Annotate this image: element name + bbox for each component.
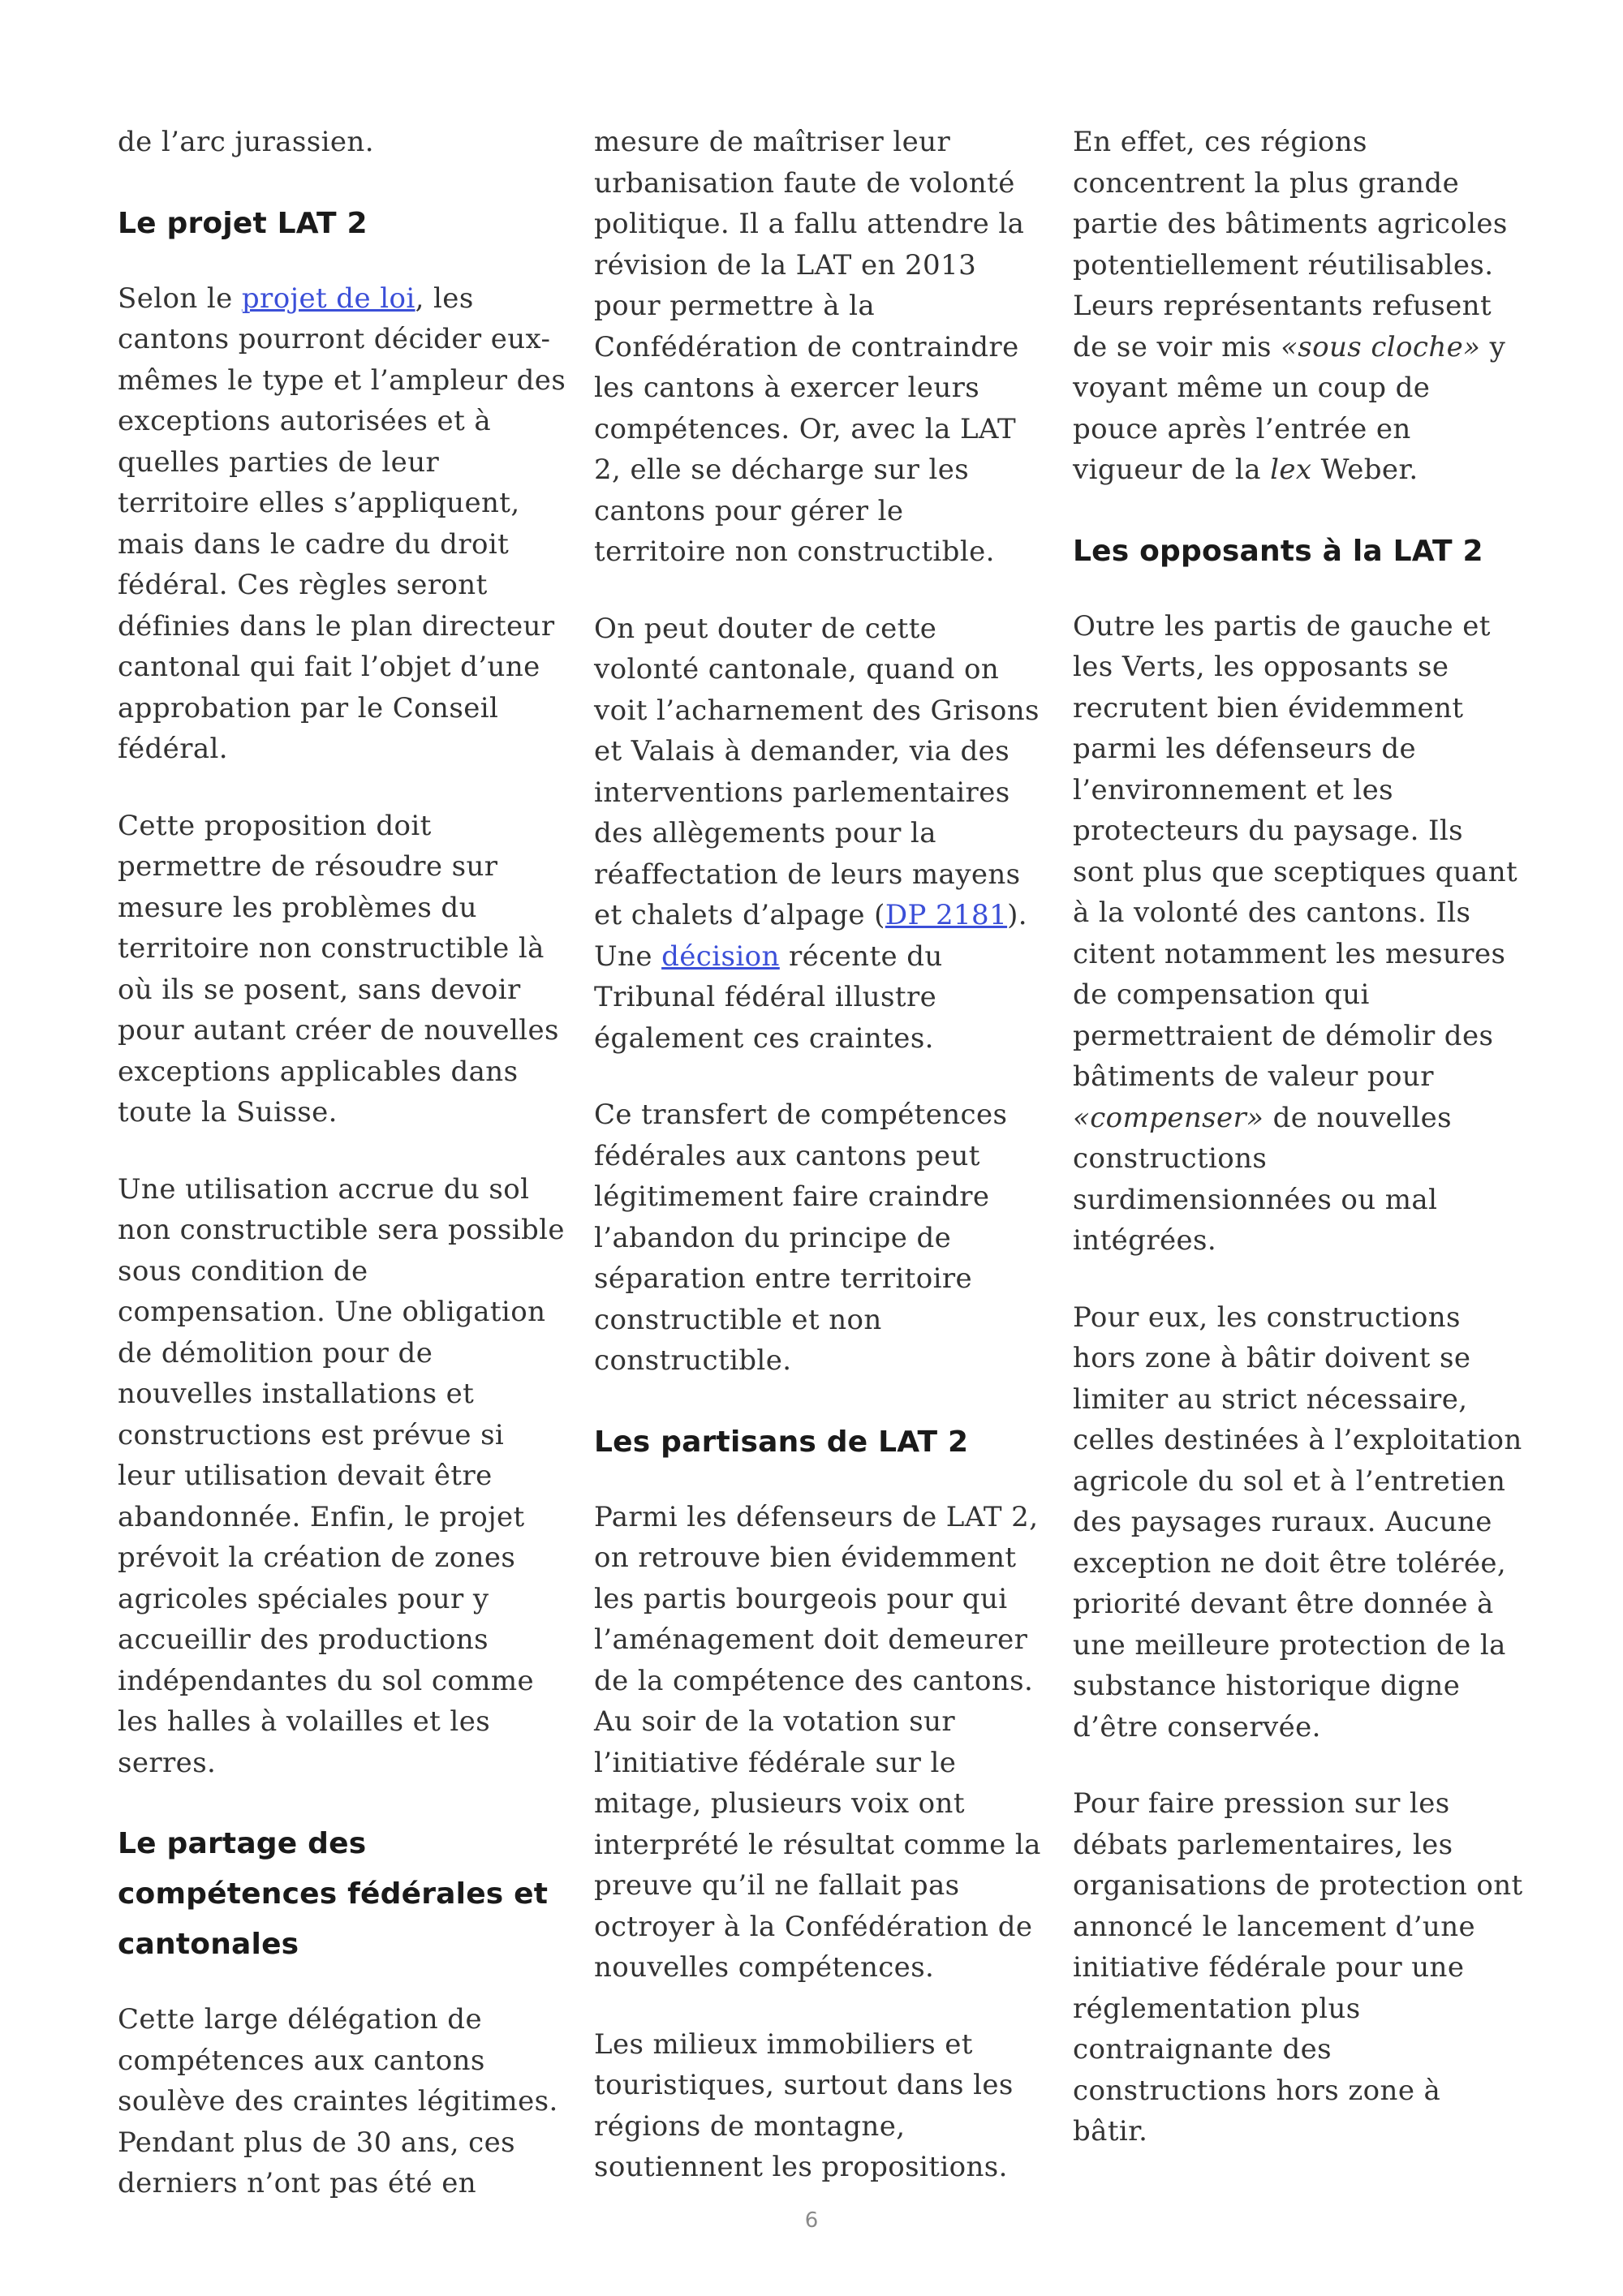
text-span: Weber. — [1311, 454, 1419, 486]
paragraph-projet-de-loi — [118, 278, 568, 770]
paragraph-milieux: Les milieux immobiliers et touristiques, surtout dans les régions de montagne, soutiennent les propositions. — [594, 2027, 1014, 2183]
emphasis-compenser: «compenser» — [1073, 1101, 1264, 1134]
text-span: , les cantons pourront décider eux-mêmes le type et l’ampleur des exceptions autorisées et à quelles parties de leur territoire elles s’appliquent, mais dans le cadre du droit fédéral. Ces règles seront définies dans le plan directeur cantonal qui fait l’objet d’une approbation par le Conseil fédéral. — [118, 282, 566, 765]
heading-partisans-lat2: Les partisans de LAT 2 — [594, 1425, 969, 1459]
paragraph-continuation: de l’arc jurassien. — [118, 126, 374, 158]
heading-projet-lat2: Le projet LAT 2 — [118, 206, 368, 240]
paragraph-pression: Pour faire pression sur les débats parlementaires, les organisations de protection ont annoncé le lancement d’une initiative fédérale pour une réglementation plus contraignante des constructions hors zone à bâtir. — [1073, 1787, 1523, 2148]
paragraph-transfert: Ce transfert de compétences fédérales aux cantons peut légitimement faire craindre l’abandon du principe de séparation entre territoire constructible et non constructible. — [594, 1099, 1008, 1377]
heading-opposants-lat2: Les opposants à la LAT 2 — [1073, 534, 1483, 568]
paragraph-urbanisation: mesure de maîtriser leur urbanisation faute de volonté politique. Il a fallu attendre la révision de la LAT en 2013 pour permettre à la Confédération de contraindre les cantons à exercer leurs compétences. Or, avec la LAT 2, elle se décharge sur les cantons pour gérer le territoire non constructible. — [594, 126, 1025, 568]
page-number: 6 — [804, 2208, 819, 2233]
text-span: de nouvelles constructions surdimensionnées ou mal intégrées. — [1073, 1101, 1452, 1257]
text-span: On peut douter de cette volonté cantonale, quand on voit l’acharnement des Grisons et Valais à demander, via des interventions parlementaires des allègements pour la réaffectation de leurs mayens et chalets d’alpage ( — [594, 612, 1040, 931]
column-2 — [594, 122, 1044, 2224]
text-span: En effet, ces régions concentrent la plus grande partie des bâtiments agricoles potentiellement réutilisables. Leurs représentants refusent de se voir mis — [1073, 126, 1508, 363]
paragraph-regions — [1073, 122, 1523, 491]
column-3 — [1073, 122, 1523, 2188]
link-projet-de-loi[interactable]: projet de loi — [241, 282, 415, 315]
paragraph-delegation: Cette large délégation de compétences aux cantons soulève des craintes légitimes. Pendant plus de 30 ans, ces derniers n’ont pas été en — [118, 2003, 558, 2199]
link-dp-2181[interactable]: DP 2181 — [885, 899, 1008, 931]
paragraph-pour-eux: Pour eux, les constructions hors zone à bâtir doivent se limiter au strict nécessaire, celles destinées à l’exploitation agricole du sol et à l’entretien des paysages ruraux. Aucune exception ne doit être tolérée, priorité devant être donnée à une meilleure protection de la substance historique digne d’être conservée. — [1073, 1301, 1522, 1743]
text-span: Selon le — [118, 282, 242, 315]
paragraph-volonte-cantonale — [594, 608, 1044, 1060]
text-span: Outre les partis de gauche et les Verts, les opposants se recrutent bien évidemment parmi les défenseurs de l’environnement et les protecteurs du paysage. Ils sont plus que sceptiques quant à la volonté des cantons. Ils citent notamment les mesures de compensation qui permettraient de démolir des bâtiments de valeur pour — [1073, 609, 1518, 1093]
emphasis-lex: lex — [1270, 454, 1312, 486]
text-span: ). Une — [594, 899, 1027, 973]
link-decision[interactable]: décision — [661, 939, 780, 973]
paragraph-opposants — [1073, 606, 1523, 1262]
heading-partage-competences: Le partage des compétences fédérales et cantonales — [118, 1827, 549, 1961]
text-span: récente du Tribunal fédéral illustre également ces craintes. — [594, 939, 943, 1055]
column-1 — [118, 122, 568, 2240]
text-span: y voyant même un coup de pouce après l’entrée en vigueur de la — [1073, 330, 1506, 486]
paragraph-proposition: Cette proposition doit permettre de résoudre sur mesure les problèmes du territoire non constructible là où ils se posent, sans devoir pour autant créer de nouvelles exceptions applicables dans toute la Suisse. — [118, 809, 559, 1129]
emphasis-sous-cloche: «sous cloche» — [1281, 330, 1481, 363]
paragraph-utilisation: Une utilisation accrue du sol non constructible sera possible sous condition de compensation. Une obligation de démolition pour de nouvelles installations et constructions est prévue si leur utilisation devait être abandonnée. Enfin, le projet prévoit la création de zones agricoles spéciales pour y accueillir des productions indépendantes du sol comme les halles à volailles et les serres. — [118, 1172, 565, 1779]
paragraph-defenseurs: Parmi les défenseurs de LAT 2, on retrouve bien évidemment les partis bourgeois pour qui l’aménagement doit demeurer de la compétence des cantons. Au soir de la votation sur l’initiative fédérale sur le mitage, plusieurs voix ont interprété le résultat comme la preuve qu’il ne fallait pas octroyer à la Confédération de nouvelles compétences. — [594, 1500, 1041, 1984]
